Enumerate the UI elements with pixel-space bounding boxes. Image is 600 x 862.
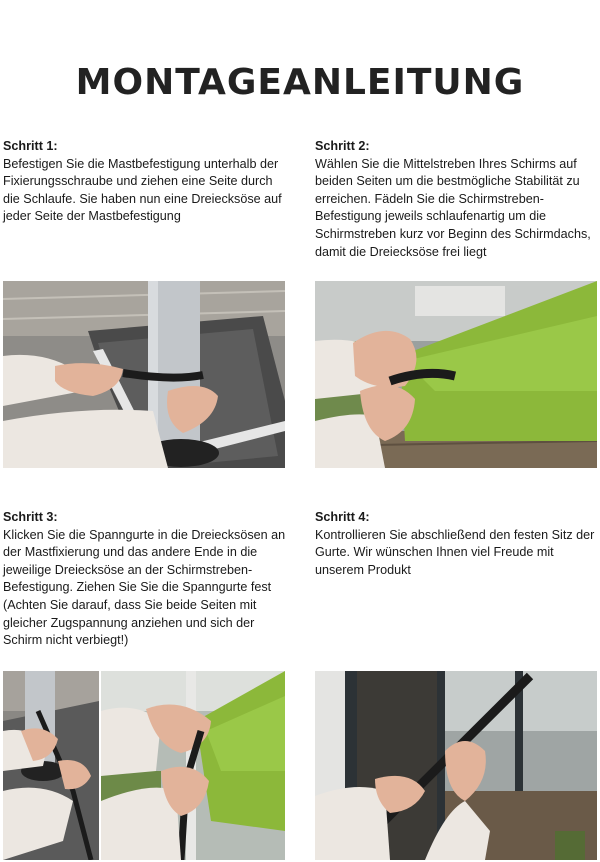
strap-check-illustration [315, 671, 597, 860]
step-1-text: Befestigen Sie die Mastbefestigung unterhalb der Fixierungsschraube und ziehen eine Seite durch die Schlaufe. Sie haben nun eine Dreiecksöse auf jeder Seite der Mastbefestigung [3, 156, 282, 224]
step-3 [3, 509, 288, 650]
step-3-text: Klicken Sie die Spanngurte in die Dreiecksösen an der Mastfixierung und das andere Ende in die jeweilige Dreiecksöse an der Schirmstreben-Befestigung. Ziehen Sie Sie die Spanngurte fest (Achten Sie darauf, dass Sie beide Seiten mit gleicher Zugspannung anziehen und sich der Schirm nicht verbiegt!) [3, 527, 286, 648]
step-4 [315, 509, 595, 579]
step-2-label: Schritt 2: [315, 139, 370, 153]
page-title: MONTAGEANLEITUNG [75, 62, 525, 103]
strap-canopy-illustration [101, 671, 285, 860]
mast-bracket-illustration [3, 281, 285, 468]
step-4-label: Schritt 4: [315, 510, 370, 524]
step-2-photo [315, 281, 597, 468]
step-3-label: Schritt 3: [3, 510, 58, 524]
canopy-strut-illustration [315, 281, 597, 468]
step-2 [315, 138, 600, 261]
step-1-label: Schritt 1: [3, 139, 58, 153]
step-4-photo [315, 671, 597, 860]
step-3-photo-mast [3, 671, 99, 860]
step-4-text: Kontrollieren Sie abschließend den festen Sitz der Gurte. Wir wünschen Ihnen viel Freude mit unserem Produkt [315, 527, 595, 577]
step-1 [3, 138, 288, 226]
step-1-photo [3, 281, 285, 468]
step-2-text: Wählen Sie die Mittelstreben Ihres Schirms auf beiden Seiten um die bestmögliche Stabilität zu erreichen. Fädeln Sie die Schirmstreben-Befestigung jeweils schlaufenartig um die Schirmstreben kurz vor Beginn des Schirmdachs, damit die Dreiecksöse frei liegt [315, 156, 591, 259]
step-3-photo-canopy [101, 671, 285, 860]
strap-mast-illustration [3, 671, 99, 860]
